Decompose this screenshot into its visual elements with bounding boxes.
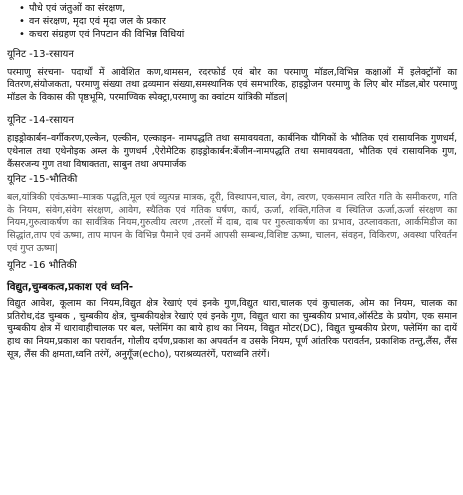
unit-16-heading: यूनिट -16 भौतिकी <box>7 260 77 272</box>
unit-13-section <box>7 48 457 105</box>
list-item: • कचरा संग्रहण एवं निपटान की विभिन्न विधियां <box>21 28 457 41</box>
unit-16-subtitle: विद्युत,चुम्बकत्व,प्रकाश एवं ध्वनि- <box>7 281 134 294</box>
unit-16-text: विद्युत आवेश, कूलाम का नियम,विद्युत क्षेत्र रेखाएं एवं इनके गुण,विद्युत धारा,चालक एवं कुचालक, ओम का नियम, चालक का प्रतिरोध,दंड चुम्बक , चुम्बकीय क्षेत्र, चुम्बकीयक्षेत्र रेखाएं एवं इनके गुण, विद्युत धारा का चुम्बकीय प्रभाव,ऑर्सटेड के प्रयोग, एक समान चुम्बकीय क्षेत्र में धारावाहीचालक पर बल, फ्लेमिंग का बाये हाथ का नियम, विद्युत मोटर(DC), विद्युत चुम्बकीय प्रेरण, फ्लेमिंग का दायें हाथ का नियम,प्रकाश का परावर्तन, गोलीय दर्पण,प्रकाश का अपवर्तन व उसके नियम, पूर्ण आंतरिक परावर्तन, प्रकाशिक तन्तु,लैंस, लैंस सूत्र, लैंस की क्षमता,ध्वनि तरंगें, अनुगूँज(echo), पराश्रव्यतरंगें, पराध्वनि तरंगें। <box>7 298 457 360</box>
unit-14-section <box>7 114 457 171</box>
list-item: • वन संरक्षण, मृदा एवं मृदा जल के प्रकार <box>21 15 457 28</box>
unit-15-text: बल,यांत्रिकी एवंऊष्मा–मात्रक पद्धति,मूल एवं व्युत्पन्न मात्रक, दूरी, विस्थापन,चाल, वेग, त्वरण, एकसमान त्वरित गति के समीकरण, गति के नियम, संवेग,संवेग संरक्षण, आवेग, स्थैतिक एवं गतिक घर्षण, कार्य, ऊर्जा, शक्ति,गतिज व स्थितिज ऊर्जा,ऊर्जा संरक्षण का नियम,गुरुत्वाकर्षण का सार्वत्रिक नियम,गुरुत्वीय त्वरण ,तरलों में दाब, दाब पर गुरुत्वाकर्षण का प्रभाव, उत्प्लावकता, आर्कमिडीज का सिद्धांत,ताप एवं ऊष्मा, ताप मापन के विभिन्न पैमाने एवं उनमें आपसी सम्बन्ध,विशिष्ट ऊष्मा, चालन, संवहन, विकिरण, अवस्था परिवर्तन एवं गुप्त ऊष्मा| <box>7 192 457 254</box>
unit-16-section <box>7 259 457 361</box>
unit-15-section <box>7 173 457 255</box>
unit-15-heading: यूनिट -15-भौतिकी <box>7 174 78 186</box>
unit-14-text: हाइड्रोकार्बन–वर्गीकरण,एल्केन, एल्कीन, एल्काइन- नामपद्धति तथा समावयवता, कार्बनिक यौगिकों के भौतिक एवं रासायनिक गुणधर्म, एथेनाल तथा एथेनोइक अम्ल के गुणधर्म ,ऐरोमेटिक हाइड्रोकार्बन:बेंजीन-नामपद्धति तथा समावयवता, भौतिक एवं रासायनिक गुण, कैंसरजन्य गुण तथा विषाक्तता, साबुन तथा अपमार्जक <box>7 133 457 170</box>
top-bullet-list <box>7 2 457 42</box>
unit-13-text: परमाणु संरचना- पदार्थों में आवेशित कण,थामसन, रदरफोर्ड एवं बोर का परमाणु मॉडल,विभिन्न कक्षाओं में इलेक्ट्रॉनों का वितरण,संयोजकता, परमाणु संख्या तथा द्रव्यमान संख्या,समस्थानिक एवं समभारिक, हाइड्रोजन परमाणु के लिए बोर मॉडल,बोर परमाणु मॉडल के विकास की पृष्ठभूमि, परमाण्विक स्पेक्ट्रा,परमाणु का क्वांटम यांत्रिकी मॉडल| <box>7 66 457 103</box>
list-item: • पौधे एवं जंतुओं का संरक्षण, <box>21 2 457 15</box>
unit-14-heading: यूनिट -14-रसायन <box>7 115 74 127</box>
unit-13-heading: यूनिट -13-रसायन <box>7 48 74 60</box>
